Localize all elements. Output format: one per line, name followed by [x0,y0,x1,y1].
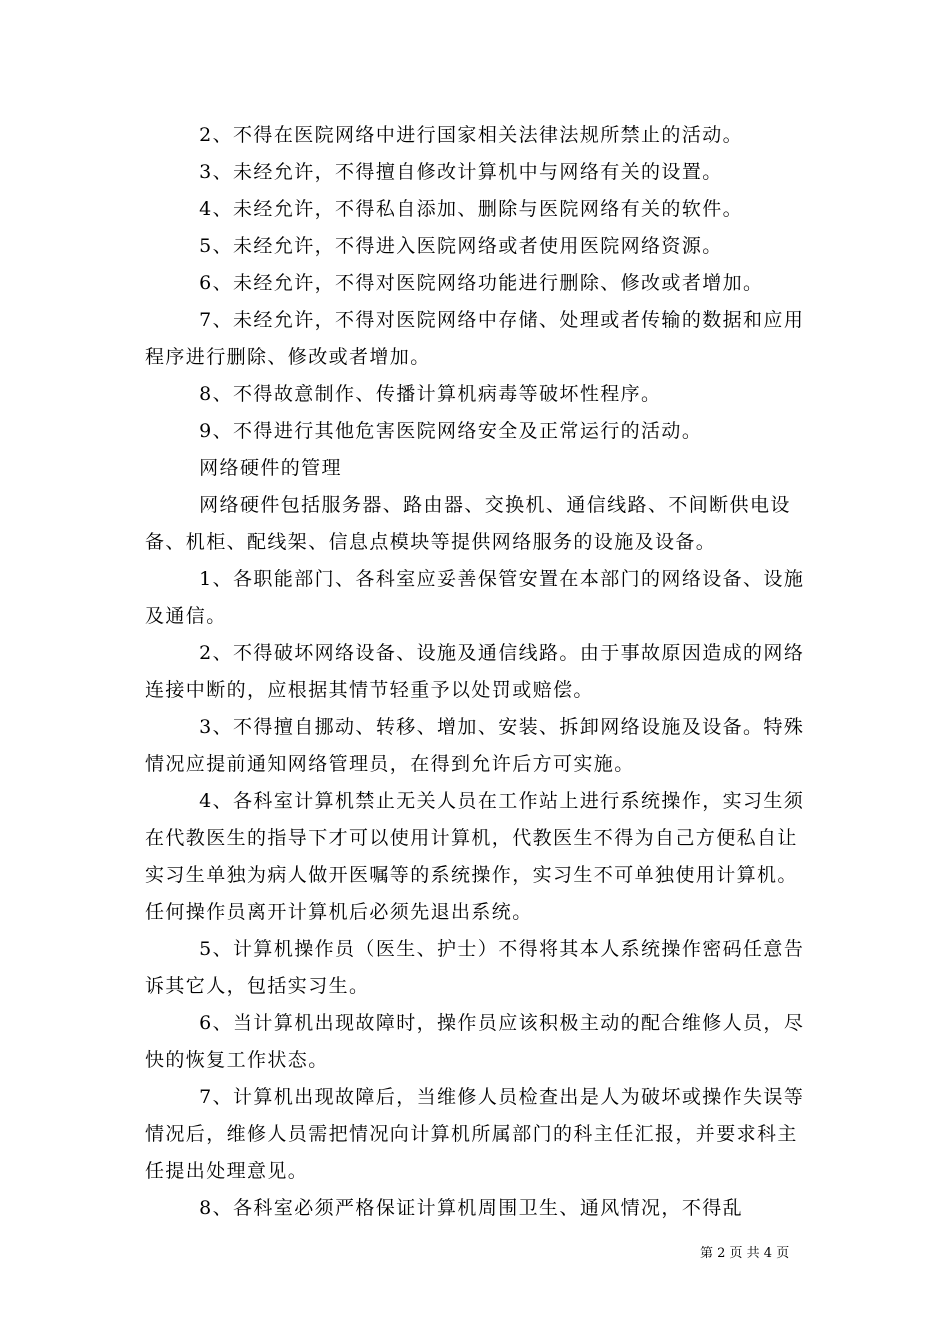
rule-paragraph-3: 3、未经允许，不得擅自修改计算机中与网络有关的设置。 [199,161,723,183]
rule-paragraph-4: 4、未经允许，不得私自添加、删除与医院网络有关的软件。 [199,198,744,220]
page-number-footer: 第 2 页 共 4 页 [700,1246,790,1261]
hardware-rule-4: 4、各科室计算机禁止无关人员在工作站上进行系统操作，实习生须在代教医生的指导下才可以使用计算机，代教医生不得为自己方便私自让实习生单独为病人做开医嘱等的系统操作，实习生不可单独使用计算机。任何操作员离开计算机后必须先退出系统。 [145,790,805,923]
rule-paragraph-5: 5、未经允许，不得进入医院网络或者使用医院网络资源。 [199,235,723,257]
document-body [145,117,810,1227]
rule-paragraph-7: 7、未经允许，不得对医院网络中存储、处理或者传输的数据和应用程序进行删除、修改或者增加。 [145,309,805,368]
hardware-rule-8: 8、各科室必须严格保证计算机周围卫生、通风情况，不得乱 [199,1197,744,1219]
rule-paragraph-8: 8、不得故意制作、传播计算机病毒等破坏性程序。 [199,383,662,405]
section-heading: 网络硬件的管理 [199,457,342,479]
hardware-rule-1: 1、各职能部门、各科室应妥善保管安置在本部门的网络设备、设施及通信。 [145,568,805,627]
rule-paragraph-9: 9、不得进行其他危害医院网络安全及正常运行的活动。 [199,420,703,442]
hardware-rule-6: 6、当计算机出现故障时，操作员应该积极主动的配合维修人员，尽快的恢复工作状态。 [145,1012,805,1071]
rule-paragraph-6: 6、未经允许，不得对医院网络功能进行删除、修改或者增加。 [199,272,764,294]
hardware-rule-3: 3、不得擅自挪动、转移、增加、安装、拆卸网络设施及设备。特殊情况应提前通知网络管理员，在得到允许后方可实施。 [145,716,805,775]
hardware-intro-paragraph: 网络硬件包括服务器、路由器、交换机、通信线路、不间断供电设备、机柜、配线架、信息点模块等提供网络服务的设施及设备。 [145,494,791,553]
hardware-rule-5: 5、计算机操作员（医生、护士）不得将其本人系统操作密码任意告诉其它人，包括实习生。 [145,938,805,997]
hardware-rule-2: 2、不得破坏网络设备、设施及通信线路。由于事故原因造成的网络连接中断的，应根据其情节轻重予以处罚或赔偿。 [145,642,805,701]
hardware-rule-7: 7、计算机出现故障后，当维修人员检查出是人为破坏或操作失误等情况后，维修人员需把情况向计算机所属部门的科主任汇报，并要求科主任提出处理意见。 [145,1086,805,1182]
rule-paragraph-2: 2、不得在医院网络中进行国家相关法律法规所禁止的活动。 [199,124,744,146]
